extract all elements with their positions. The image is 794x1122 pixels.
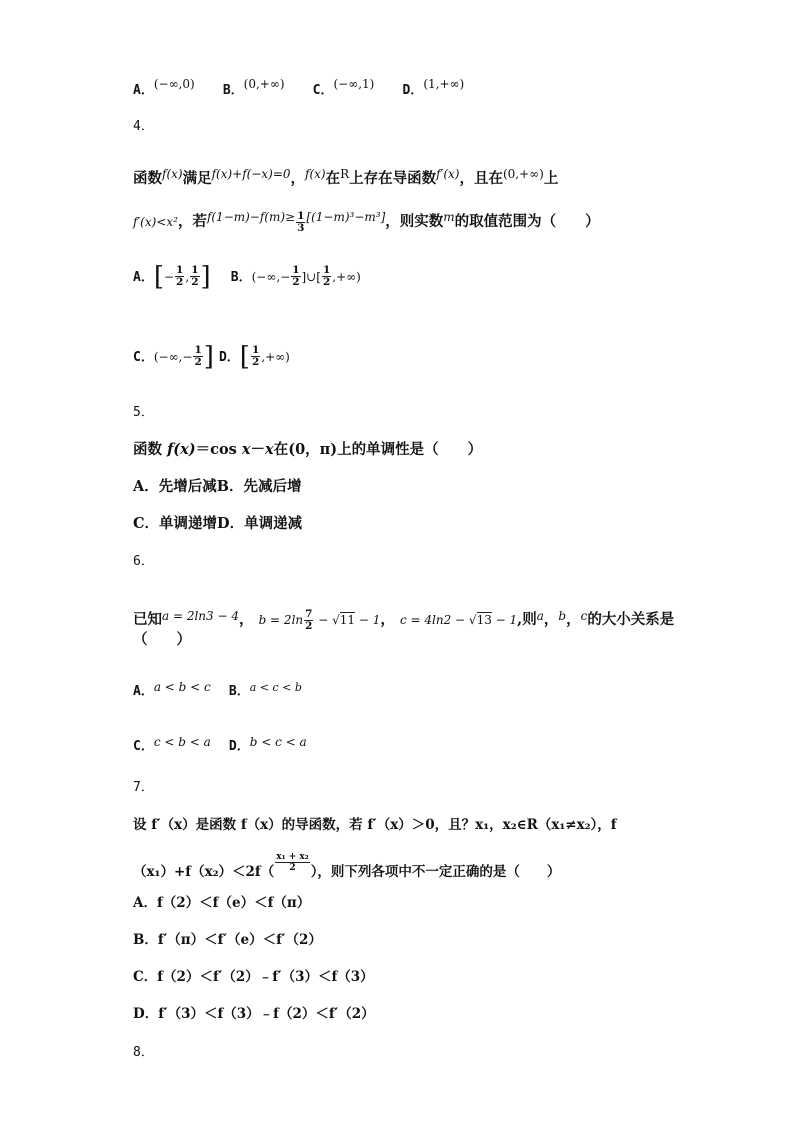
q7-number: 7． — [133, 780, 154, 795]
frac-half: $\frac{1}{2}$ — [194, 344, 202, 368]
q3-option-a[interactable]: A．$^{(-\infty,0)}$ — [133, 77, 195, 98]
frac-half: $\frac{1}{2}$ — [176, 264, 184, 288]
q6-options-cd — [133, 732, 307, 757]
q4-option-a[interactable]: A．[− $\frac{1}{2}$ , $\frac{1}{2}$ ] — [133, 261, 211, 292]
q4-fraction: $\frac{1}{3}$ — [297, 209, 305, 234]
q6-stem-line2: （ ） — [133, 631, 191, 648]
q6-number: 6． — [133, 554, 154, 569]
q5-number: 5． — [133, 405, 154, 420]
q3-option-c[interactable]: C．$^{(-\infty,1)}$ — [312, 77, 375, 98]
q4-option-d[interactable]: D．[ $\frac{1}{2}$ ,+∞) — [218, 341, 290, 372]
q8-number: 8． — [133, 1045, 154, 1060]
q5-stem: 函数 f(x)＝cos x－x在(0，π)上的单调性是（ ） — [133, 441, 483, 458]
q3-option-d[interactable]: D．$^{(1,+\infty)}$ — [402, 77, 465, 98]
frac-half: $\frac{1}{2}$ — [251, 344, 260, 368]
sqrt-sign: √ — [468, 613, 477, 627]
q5-options-ab[interactable]: A．先增后减B．先减后增 — [133, 478, 302, 495]
frac-half: $\frac{1}{2}$ — [322, 264, 331, 288]
q4-number: 4． — [133, 119, 154, 134]
q7-stem-line2: （x₁）+f（x₂）＜2f（ $\frac{\text{x₁ + x₂}}{2}$ ），则下列各项中不一定正确的是（ ） — [133, 852, 561, 880]
q7-option-d[interactable]: D．f′（3）＜f（3）﹣f（2）＜f′（2） — [133, 1006, 375, 1022]
sqrt-sign: √ — [332, 613, 340, 627]
q6-options-ab — [133, 677, 302, 702]
frac-half: $\frac{1}{2}$ — [292, 264, 300, 288]
frac-midpoint: $\frac{\text{x₁ + x₂}}{2}$ — [276, 852, 309, 873]
q4-stem-line1: 函数$^{f(x)}$满足$^{f(x)+f(-x)=0}$，$^{f(x)}$在$^R$上存在导函数$^{f'(x)}$，且在$^{(0,+\infty)}$上 — [133, 167, 559, 187]
q6-option-c[interactable]: C．$^{c < b < a}$ — [133, 735, 211, 754]
q6-option-a[interactable]: A．$^{a < b < c}$ — [133, 680, 211, 699]
q3-option-b[interactable]: B．$^{(0,+\infty)}$ — [222, 77, 285, 98]
frac-seven-halves: $\frac{7}{2}$ — [305, 607, 313, 632]
q4-stem-line2: f′(x)<x²，若$^{f(1-m)-f(m)\ge}$ $\frac{1}{3}$ [(1−m)³−m³]，则实数$^m$的取值范围为（ ） — [133, 209, 600, 234]
q7-option-b[interactable]: B．f′（π）＜f′（e）＜f′（2） — [133, 932, 322, 948]
q6-option-b[interactable]: B．$^{a < c < b}$ — [228, 681, 302, 699]
q7-option-c[interactable]: C．f（2）＜f′（2）﹣f′（3）＜f（3） — [133, 969, 374, 985]
q4-options-ab — [133, 261, 361, 292]
q4-option-c[interactable]: C．(−∞,− $\frac{1}{2}$ ] — [133, 341, 214, 372]
q4-option-b[interactable]: B．(−∞,− $\frac{1}{2}$ ]∪[ $\frac{1}{2}$ ,+∞) — [230, 264, 361, 288]
q7-stem-line1: 设 f′（x）是函数 f（x）的导函数，若 f′（x）＞0，且？x₁，x₂∈R（x₁≠x₂），f — [133, 817, 617, 833]
q6-stem-line1: 已知$^{a = 2ln3 - 4}$， b = 2ln $\frac{7}{2}$ − √11 − 1， c = 4ln2 − √13 − 1,则$^a$，$^b$，$^c$的大小关系是 — [133, 607, 675, 632]
frac-half: $\frac{1}{2}$ — [191, 264, 199, 288]
q4-options-cd — [133, 341, 290, 372]
q5-options-cd[interactable]: C．单调递增D．单调递减 — [133, 515, 303, 532]
q6-option-d[interactable]: D．$^{b < c < a}$ — [228, 735, 307, 754]
q7-option-a[interactable]: A．f（2）＜f（e）＜f（π） — [133, 895, 311, 911]
q3-options — [133, 74, 464, 101]
